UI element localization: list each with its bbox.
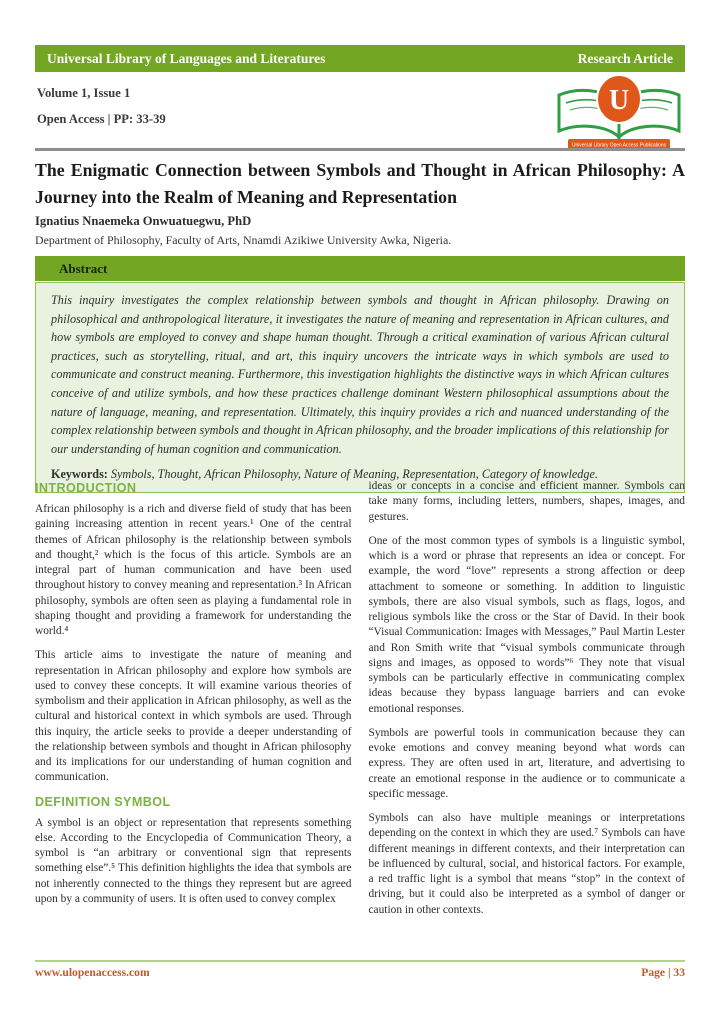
paragraph: This article aims to investigate the nature of meaning and representation in African philosophy and explore how symbols are used to convey these concepts. It will examine various theories of symbolism and their application in African philosophy, as well as the cultural and historical context in which symbols are used. Through this inquiry, the article seeks to provide a deeper understanding of the relationship between symbols and thought in African philosophy and its implications for our understanding of human cognition and communication. xyxy=(35,649,352,784)
article-type-badge: Research Article xyxy=(577,50,673,66)
publisher-website-link[interactable]: www.ulopenaccess.com xyxy=(35,966,150,979)
open-access-pages: Open Access | PP: 33-39 xyxy=(37,112,166,126)
issue-meta xyxy=(37,86,166,138)
page-number: Page | 33 xyxy=(641,966,685,979)
section-heading-definition-symbol: DEFINITION SYMBOL xyxy=(35,794,171,809)
page-footer xyxy=(35,960,685,979)
paragraph: A symbol is an object or representation that represents something else. According to the Encyclopedia of Communication Theory, a symbol is “an arbitrary or conventional sign that represents something else”.⁵ This definition highlights the idea that symbols are not inherently connected to the things they represent but are agreed upon by a community of users. It is often used to convey complex xyxy=(35,816,352,905)
journal-name: Universal Library of Languages and Literatures xyxy=(47,50,326,66)
logo-banner-text: Universal Library Open Access Publications xyxy=(572,142,667,149)
paragraph: One of the most common types of symbols is a linguistic symbol, which is a word or phrase that represents an idea or concept. For example, the word “love” represents a strong affection or deep attachment to someone or something. In addition to linguistic symbols, there are also visual symbols, such as flags, logos, and religious symbols like the cross or the Star of David. In their book “Visual Communication: Images with Messages,” Paul Martin Lester and Ron Smith write that “visual symbols communicate through signs and images, as opposed to words”⁶ They note that visual symbols can be particularly effective in communicating complex ideas because they bypass language barriers and can evoke emotional responses. xyxy=(368,534,685,715)
section-heading-introduction: INTRODUCTION xyxy=(35,481,137,495)
volume-issue: Volume 1, Issue 1 xyxy=(37,86,131,100)
right-column xyxy=(369,479,686,927)
left-column xyxy=(35,479,352,927)
abstract-text: This inquiry investigates the complex relationship between symbols and thought in African philosophy. Drawing on philosophical and anthropological literature, it investigates the nature of meaning and representation in African cultures, and how symbols are employed to convey and shape human thought. Through a critical examination of various African cultural practices, such as storytelling, ritual, and art, this inquiry uncovers the intricate ways in which symbols are used to communicate and construct meaning. Furthermore, this investigation highlights the distinctive ways in which African cultures conceive of and utilize symbols, and how these practices challenge dominant Western philosophical assumptions about the nature of language, meaning, and representation. Ultimately, this inquiry provides a rich and nuanced understanding of the complex relationship between symbols and thought in African philosophy, and the broader implications of this relationship for our understanding of human cognition and communication. xyxy=(51,293,669,456)
logo-monogram: U xyxy=(608,85,630,116)
publisher-logo xyxy=(550,74,688,150)
keywords-value: Symbols, Thought, African Philosophy, Nature of Meaning, Representation, Category of knowledge. xyxy=(110,467,598,482)
paragraph: African philosophy is a rich and diverse field of study that has been gaining increasing attention in recent years.¹ One of the central themes of African philosophy is the relationship between symbols and thought,² which is the focus of this article. Symbols are an integral part of human communication and have been used throughout history to convey meaning and representation.³ In African philosophy, symbols are often seen as playing a fundamental role in shaping thought and providing a framework for understanding the world.⁴ xyxy=(35,503,352,637)
abstract-box xyxy=(35,282,685,493)
open-book-logo-icon xyxy=(550,74,688,150)
author-name: Ignatius Nnaemeka Onwuatuegwu, PhD xyxy=(35,214,252,228)
author-affiliation: Department of Philosophy, Faculty of Arts, Nnamdi Azikiwe University Awka, Nigeria. xyxy=(35,233,452,247)
paragraph: Symbols are powerful tools in communication because they can evoke emotions and convey meaning beyond what words can express. They are often used in art, literature, and advertising to create an emotional response in the audience or to communicate a specific message. xyxy=(368,726,685,800)
body-columns xyxy=(35,479,685,927)
paragraph: ideas or concepts in a concise and efficient manner. Symbols can take many forms, including letters, numbers, shapes, images, and gestures. xyxy=(368,480,685,523)
paragraph: Symbols can also have multiple meanings or interpretations depending on the context in which they are used.⁷ Symbols can have different meanings in different contexts, and their interpretation can be influenced by cultural, social, and historical factors. For example, a red traffic light is a symbol that means “stop” in the context of driving, but it could also be interpreted as a symbol of danger or caution in other contexts. xyxy=(368,812,685,916)
abstract-heading-bar xyxy=(35,256,685,281)
article-title: The Enigmatic Connection between Symbols and Thought in African Philosophy: A Journey into the Realm of Meaning and Representation xyxy=(35,160,685,207)
journal-header-bar xyxy=(35,45,685,72)
header-divider xyxy=(35,148,685,151)
abstract-heading: Abstract xyxy=(59,260,108,276)
keywords-label: Keywords: xyxy=(51,467,108,482)
